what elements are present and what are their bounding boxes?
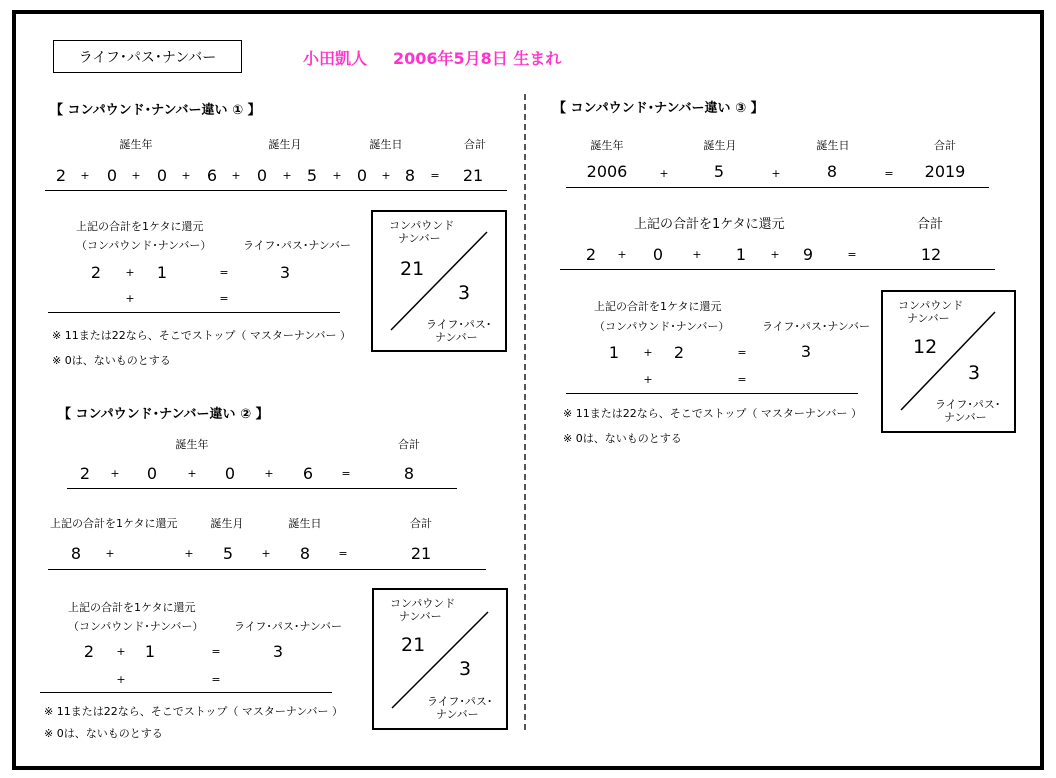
box-top-label: コンパウンド bbox=[898, 299, 964, 312]
s2-label-day: 誕生日 bbox=[288, 517, 322, 530]
s2-plus: + bbox=[116, 645, 126, 658]
box-bottom-label: ライフ･パス･ bbox=[935, 398, 1001, 411]
s3-plus: + bbox=[771, 167, 781, 180]
s3-label-year: 誕生年 bbox=[590, 139, 624, 152]
s3-box-lifepath: 3 bbox=[968, 362, 981, 384]
s2-digit: 0 bbox=[224, 464, 236, 483]
s1-label-month: 誕生月 bbox=[268, 138, 302, 151]
s1-reduce-label: 上記の合計を1ケタに還元 bbox=[76, 220, 204, 233]
s3-result-box bbox=[881, 290, 1016, 433]
s1-plus: + bbox=[181, 169, 191, 182]
s2-reduce-label2: 上記の合計を1ケタに還元 bbox=[68, 601, 196, 614]
s2-equals: = bbox=[338, 547, 348, 560]
s1-digit: 0 bbox=[356, 166, 368, 185]
s2-compound-label: （コンパウンド･ナンバー） bbox=[68, 620, 204, 633]
s1-lifepath: 3 bbox=[279, 263, 291, 282]
person-name: 小田凱人 bbox=[303, 49, 368, 68]
s1-plus: + bbox=[125, 292, 135, 305]
section1-heading: 【 コンパウンド･ナンバー違い ① 】 bbox=[50, 103, 261, 118]
s2-digit: 6 bbox=[302, 464, 314, 483]
s1-digit: 0 bbox=[156, 166, 168, 185]
s1-note1: ※ 11または22なら、そこでストップ（ マスターナンバー ） bbox=[52, 329, 352, 342]
s2-plus: + bbox=[116, 673, 126, 686]
box-top-label: コンパウンド bbox=[390, 597, 456, 610]
page-title bbox=[53, 40, 242, 73]
s2-reduce-label: 上記の合計を1ケタに還元 bbox=[50, 517, 178, 530]
s1-plus: + bbox=[381, 169, 391, 182]
s3-rule bbox=[560, 269, 995, 270]
s1-equals: = bbox=[219, 266, 229, 279]
s2-step2-first: 8 bbox=[70, 544, 82, 563]
person-info bbox=[303, 46, 561, 69]
s2-result-box bbox=[372, 588, 508, 730]
s1-plus: + bbox=[80, 169, 90, 182]
box-top-label: ナンバー bbox=[907, 312, 950, 325]
s1-lifepath-label: ライフ･パス･ナンバー bbox=[243, 239, 352, 252]
s2-box-compound: 21 bbox=[401, 634, 426, 656]
s1-reduce-digit: 1 bbox=[156, 263, 168, 282]
s1-digit: 5 bbox=[306, 166, 318, 185]
s3-equals: = bbox=[847, 248, 857, 261]
s2-plus: + bbox=[110, 467, 120, 480]
s3-digit: 9 bbox=[802, 245, 814, 264]
s3-note1: ※ 11または22なら、そこでストップ（ マスターナンバー ） bbox=[563, 407, 863, 420]
s2-equals: = bbox=[211, 673, 221, 686]
s3-reduce-label2: 上記の合計を1ケタに還元 bbox=[594, 300, 722, 313]
s1-plus: + bbox=[231, 169, 241, 182]
s1-digit: 2 bbox=[55, 166, 67, 185]
s1-compound-label: （コンパウンド･ナンバー） bbox=[76, 239, 212, 252]
s1-rule bbox=[48, 312, 340, 313]
s1-plus: + bbox=[332, 169, 342, 182]
s3-plus: + bbox=[643, 346, 653, 359]
box-bottom-label: ナンバー bbox=[944, 411, 987, 424]
s3-digit: 1 bbox=[735, 245, 747, 264]
s1-plus: + bbox=[131, 169, 141, 182]
s3-label-total: 合計 bbox=[934, 139, 956, 152]
s2-plus: + bbox=[105, 547, 115, 560]
s3-label-total2: 合計 bbox=[916, 217, 944, 232]
s2-label-total2: 合計 bbox=[410, 517, 432, 530]
s3-month: 5 bbox=[713, 162, 725, 181]
s3-label-month: 誕生月 bbox=[703, 139, 737, 152]
s2-plus: + bbox=[184, 547, 194, 560]
s2-box-lifepath: 3 bbox=[459, 658, 472, 680]
s1-equals: = bbox=[219, 292, 229, 305]
s1-note2: ※ 0は、ないものとする bbox=[52, 354, 171, 367]
s3-year: 2006 bbox=[586, 162, 628, 181]
s3-equals: = bbox=[737, 373, 747, 386]
s2-rule bbox=[67, 488, 457, 489]
s2-equals: = bbox=[341, 467, 351, 480]
box-bottom-label: ナンバー bbox=[435, 331, 478, 344]
column-divider bbox=[524, 94, 526, 730]
s1-label-year: 誕生年 bbox=[119, 138, 153, 151]
s2-note2: ※ 0は、ないものとする bbox=[44, 727, 163, 740]
s3-plus: + bbox=[643, 373, 653, 386]
s2-step2-month: 5 bbox=[222, 544, 234, 563]
s3-equals: = bbox=[737, 346, 747, 359]
s3-reduce-digit: 2 bbox=[673, 343, 685, 362]
s1-label-day: 誕生日 bbox=[369, 138, 403, 151]
s3-day: 8 bbox=[826, 162, 838, 181]
s1-equals: = bbox=[430, 169, 440, 182]
s3-box-compound: 12 bbox=[913, 336, 938, 358]
box-bottom-label: ライフ･パス･ bbox=[427, 695, 493, 708]
s1-rule bbox=[45, 190, 507, 191]
s2-equals: = bbox=[211, 645, 221, 658]
s3-digit: 2 bbox=[585, 245, 597, 264]
s3-lifepath-label: ライフ･パス･ナンバー bbox=[762, 320, 871, 333]
s3-reduce-label: 上記の合計を1ケタに還元 bbox=[634, 217, 785, 232]
box-top-label: ナンバー bbox=[399, 610, 442, 623]
s2-plus: + bbox=[187, 467, 197, 480]
s3-compound-label: （コンパウンド･ナンバー） bbox=[594, 320, 730, 333]
s1-digit: 0 bbox=[256, 166, 268, 185]
s3-label-day: 誕生日 bbox=[816, 139, 850, 152]
s3-plus: + bbox=[659, 167, 669, 180]
box-top-label: ナンバー bbox=[398, 232, 441, 245]
s3-plus: + bbox=[692, 248, 702, 261]
s3-reduce-digit: 1 bbox=[608, 343, 620, 362]
s3-digit: 0 bbox=[652, 245, 664, 264]
section3-heading: 【 コンパウンド･ナンバー違い ③ 】 bbox=[553, 101, 764, 116]
s1-plus: + bbox=[282, 169, 292, 182]
s2-digit: 2 bbox=[79, 464, 91, 483]
s3-rule bbox=[566, 187, 989, 188]
s2-reduce-digit: 2 bbox=[83, 642, 95, 661]
s1-digit: 8 bbox=[404, 166, 416, 185]
s2-rule bbox=[40, 692, 332, 693]
box-bottom-label: ナンバー bbox=[436, 708, 479, 721]
section2-heading: 【 コンパウンド･ナンバー違い ② 】 bbox=[58, 407, 269, 422]
s2-label-year: 誕生年 bbox=[175, 438, 209, 451]
s2-label-total: 合計 bbox=[398, 438, 420, 451]
s2-note1: ※ 11または22なら、そこでストップ（ マスターナンバー ） bbox=[44, 705, 344, 718]
s1-digit: 6 bbox=[206, 166, 218, 185]
s1-reduce-digit: 2 bbox=[90, 263, 102, 282]
s1-digit: 0 bbox=[106, 166, 118, 185]
page-title-text: ライフ･パス･ナンバー bbox=[78, 49, 217, 66]
s2-plus: + bbox=[261, 547, 271, 560]
s1-result-box bbox=[371, 210, 507, 352]
s1-total: 21 bbox=[462, 166, 484, 185]
s3-rule bbox=[566, 393, 858, 394]
s3-lifepath: 3 bbox=[800, 342, 812, 361]
birth-date: 2006年5月8日 生まれ bbox=[393, 49, 562, 68]
s2-plus: + bbox=[264, 467, 274, 480]
box-top-label: コンパウンド bbox=[389, 219, 455, 232]
s1-plus: + bbox=[125, 266, 135, 279]
s1-box-lifepath: 3 bbox=[458, 282, 471, 304]
s3-plus: + bbox=[770, 248, 780, 261]
s3-digits-total: 12 bbox=[920, 245, 942, 264]
s2-rule bbox=[48, 569, 486, 570]
box-bottom-label: ライフ･パス･ bbox=[426, 318, 492, 331]
s1-box-compound: 21 bbox=[400, 258, 425, 280]
s3-plus: + bbox=[617, 248, 627, 261]
s2-reduce-digit: 1 bbox=[144, 642, 156, 661]
s2-total: 8 bbox=[403, 464, 415, 483]
s2-lifepath: 3 bbox=[272, 642, 284, 661]
s2-digit: 0 bbox=[146, 464, 158, 483]
s2-step2-day: 8 bbox=[299, 544, 311, 563]
s1-label-total: 合計 bbox=[464, 138, 486, 151]
s3-note2: ※ 0は、ないものとする bbox=[563, 432, 682, 445]
s3-equals: = bbox=[884, 167, 894, 180]
s2-lifepath-label: ライフ･パス･ナンバー bbox=[234, 620, 343, 633]
s2-step2-total: 21 bbox=[410, 544, 432, 563]
s3-total: 2019 bbox=[924, 162, 966, 181]
s2-label-month: 誕生月 bbox=[210, 517, 244, 530]
